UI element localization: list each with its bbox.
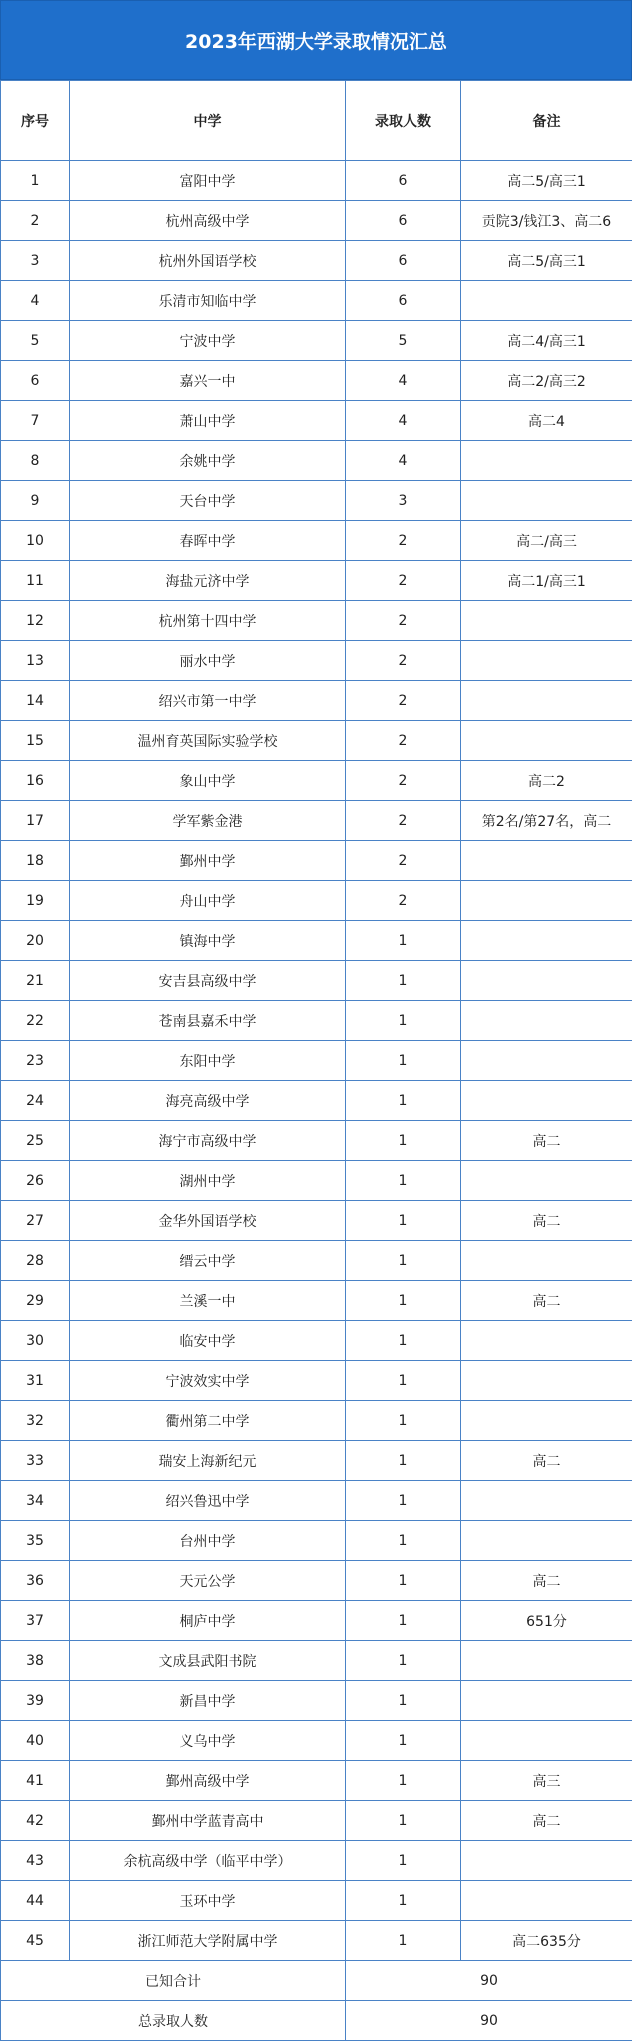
cell-school: 宁波效实中学 [70, 1361, 346, 1401]
cell-school: 缙云中学 [70, 1241, 346, 1281]
cell-note [461, 481, 632, 521]
table-row [1, 561, 632, 601]
header-school: 中学 [70, 81, 346, 161]
cell-count: 4 [346, 361, 461, 401]
cell-count: 1 [346, 1881, 461, 1921]
cell-count: 6 [346, 201, 461, 241]
cell-index: 33 [1, 1441, 70, 1481]
cell-count: 1 [346, 1001, 461, 1041]
cell-count: 2 [346, 601, 461, 641]
table-row [1, 801, 632, 841]
cell-school: 天台中学 [70, 481, 346, 521]
cell-index: 10 [1, 521, 70, 561]
table-row [1, 521, 632, 561]
cell-school: 安吉县高级中学 [70, 961, 346, 1001]
cell-count: 1 [346, 1561, 461, 1601]
footer-total-admitted [1, 2001, 632, 2041]
table-row [1, 921, 632, 961]
cell-note [461, 1521, 632, 1561]
cell-note: 高二5/高三1 [461, 161, 632, 201]
table-row [1, 161, 632, 201]
cell-index: 38 [1, 1641, 70, 1681]
cell-index: 3 [1, 241, 70, 281]
cell-count: 1 [346, 1441, 461, 1481]
cell-index: 36 [1, 1561, 70, 1601]
cell-note [461, 921, 632, 961]
cell-school: 绍兴鲁迅中学 [70, 1481, 346, 1521]
cell-index: 5 [1, 321, 70, 361]
table-row [1, 761, 632, 801]
cell-school: 鄞州中学蓝青高中 [70, 1801, 346, 1841]
table-row [1, 1881, 632, 1921]
cell-note [461, 961, 632, 1001]
cell-count: 2 [346, 561, 461, 601]
header-row [1, 81, 632, 161]
cell-index: 7 [1, 401, 70, 441]
cell-school: 东阳中学 [70, 1041, 346, 1081]
cell-index: 9 [1, 481, 70, 521]
cell-index: 13 [1, 641, 70, 681]
table-row [1, 1321, 632, 1361]
cell-count: 2 [346, 681, 461, 721]
cell-school: 余姚中学 [70, 441, 346, 481]
cell-school: 苍南县嘉禾中学 [70, 1001, 346, 1041]
cell-note: 高二/高三 [461, 521, 632, 561]
cell-note [461, 1321, 632, 1361]
cell-school: 海盐元济中学 [70, 561, 346, 601]
table-row [1, 1401, 632, 1441]
cell-note: 651分 [461, 1601, 632, 1641]
cell-school: 湖州中学 [70, 1161, 346, 1201]
cell-note [461, 841, 632, 881]
table-body [1, 161, 632, 1961]
cell-index: 22 [1, 1001, 70, 1041]
cell-index: 25 [1, 1121, 70, 1161]
cell-school: 宁波中学 [70, 321, 346, 361]
cell-count: 6 [346, 281, 461, 321]
table-row [1, 1201, 632, 1241]
cell-index: 26 [1, 1161, 70, 1201]
table-row [1, 1361, 632, 1401]
table-row [1, 1721, 632, 1761]
cell-school: 春晖中学 [70, 521, 346, 561]
table-row [1, 1641, 632, 1681]
table-row [1, 841, 632, 881]
cell-school: 镇海中学 [70, 921, 346, 961]
header-count: 录取人数 [346, 81, 461, 161]
table-row [1, 721, 632, 761]
table-row [1, 321, 632, 361]
cell-school: 衢州第二中学 [70, 1401, 346, 1441]
cell-note [461, 1641, 632, 1681]
cell-index: 11 [1, 561, 70, 601]
cell-index: 39 [1, 1681, 70, 1721]
cell-school: 杭州第十四中学 [70, 601, 346, 641]
cell-count: 1 [346, 1121, 461, 1161]
cell-count: 1 [346, 961, 461, 1001]
cell-note [461, 281, 632, 321]
cell-note [461, 1241, 632, 1281]
cell-school: 浙江师范大学附属中学 [70, 1921, 346, 1961]
cell-school: 桐庐中学 [70, 1601, 346, 1641]
cell-count: 1 [346, 1921, 461, 1961]
table-row [1, 1481, 632, 1521]
cell-note: 高二 [461, 1201, 632, 1241]
table-row [1, 1441, 632, 1481]
cell-note [461, 1881, 632, 1921]
cell-school: 萧山中学 [70, 401, 346, 441]
cell-count: 1 [346, 1801, 461, 1841]
cell-note [461, 1081, 632, 1121]
cell-index: 18 [1, 841, 70, 881]
cell-school: 温州育英国际实验学校 [70, 721, 346, 761]
cell-count: 2 [346, 521, 461, 561]
cell-school: 丽水中学 [70, 641, 346, 681]
cell-school: 海宁市高级中学 [70, 1121, 346, 1161]
cell-count: 1 [346, 1521, 461, 1561]
cell-count: 4 [346, 401, 461, 441]
cell-index: 14 [1, 681, 70, 721]
cell-index: 20 [1, 921, 70, 961]
cell-note [461, 441, 632, 481]
cell-index: 12 [1, 601, 70, 641]
cell-count: 1 [346, 1641, 461, 1681]
cell-index: 19 [1, 881, 70, 921]
cell-note [461, 721, 632, 761]
cell-note [461, 1001, 632, 1041]
cell-count: 1 [346, 1201, 461, 1241]
cell-index: 37 [1, 1601, 70, 1641]
cell-count: 6 [346, 241, 461, 281]
cell-school: 学军紫金港 [70, 801, 346, 841]
table-row [1, 1521, 632, 1561]
cell-index: 24 [1, 1081, 70, 1121]
cell-index: 43 [1, 1841, 70, 1881]
cell-count: 1 [346, 1841, 461, 1881]
cell-note [461, 1401, 632, 1441]
table-row [1, 1601, 632, 1641]
table-row [1, 281, 632, 321]
cell-index: 2 [1, 201, 70, 241]
cell-index: 44 [1, 1881, 70, 1921]
cell-count: 1 [346, 1041, 461, 1081]
table-row [1, 201, 632, 241]
cell-note: 贡院3/钱江3、高二6 [461, 201, 632, 241]
table-row [1, 1161, 632, 1201]
cell-index: 41 [1, 1761, 70, 1801]
cell-school: 文成县武阳书院 [70, 1641, 346, 1681]
cell-count: 1 [346, 921, 461, 961]
cell-school: 台州中学 [70, 1521, 346, 1561]
cell-note [461, 641, 632, 681]
cell-index: 16 [1, 761, 70, 801]
cell-count: 1 [346, 1401, 461, 1441]
cell-note [461, 1481, 632, 1521]
cell-index: 8 [1, 441, 70, 481]
cell-index: 31 [1, 1361, 70, 1401]
cell-count: 2 [346, 761, 461, 801]
cell-school: 义乌中学 [70, 1721, 346, 1761]
table-row [1, 881, 632, 921]
cell-count: 1 [346, 1721, 461, 1761]
table-row [1, 1801, 632, 1841]
cell-note: 高二2/高三2 [461, 361, 632, 401]
cell-count: 1 [346, 1601, 461, 1641]
table-row [1, 1121, 632, 1161]
cell-index: 30 [1, 1321, 70, 1361]
table-row [1, 1681, 632, 1721]
cell-school: 舟山中学 [70, 881, 346, 921]
cell-note [461, 681, 632, 721]
cell-count: 4 [346, 441, 461, 481]
table-row [1, 1921, 632, 1961]
cell-school: 乐清市知临中学 [70, 281, 346, 321]
table-row [1, 1841, 632, 1881]
cell-school: 鄞州高级中学 [70, 1761, 346, 1801]
cell-count: 6 [346, 161, 461, 201]
table-row [1, 401, 632, 441]
cell-index: 32 [1, 1401, 70, 1441]
cell-school: 海亮高级中学 [70, 1081, 346, 1121]
table-row [1, 1561, 632, 1601]
cell-count: 1 [346, 1281, 461, 1321]
cell-count: 1 [346, 1681, 461, 1721]
cell-count: 2 [346, 801, 461, 841]
cell-note [461, 1841, 632, 1881]
cell-note [461, 881, 632, 921]
cell-note [461, 1721, 632, 1761]
cell-index: 4 [1, 281, 70, 321]
table-row [1, 1241, 632, 1281]
cell-note: 高二4/高三1 [461, 321, 632, 361]
cell-index: 34 [1, 1481, 70, 1521]
admission-table [0, 80, 632, 2041]
footer-value: 90 [346, 1961, 632, 2001]
table-row [1, 681, 632, 721]
cell-school: 新昌中学 [70, 1681, 346, 1721]
table-row [1, 601, 632, 641]
cell-count: 1 [346, 1081, 461, 1121]
cell-index: 40 [1, 1721, 70, 1761]
cell-school: 杭州高级中学 [70, 201, 346, 241]
cell-count: 3 [346, 481, 461, 521]
header-index: 序号 [1, 81, 70, 161]
cell-note: 高二 [461, 1121, 632, 1161]
cell-index: 35 [1, 1521, 70, 1561]
cell-count: 1 [346, 1241, 461, 1281]
table-row [1, 241, 632, 281]
cell-school: 嘉兴一中 [70, 361, 346, 401]
cell-school: 临安中学 [70, 1321, 346, 1361]
footer-value: 90 [346, 2001, 632, 2041]
cell-school: 富阳中学 [70, 161, 346, 201]
cell-count: 2 [346, 641, 461, 681]
table-row [1, 1281, 632, 1321]
cell-note [461, 601, 632, 641]
cell-note [461, 1161, 632, 1201]
footer-label: 已知合计 [1, 1961, 346, 2001]
cell-note: 高二 [461, 1561, 632, 1601]
cell-note: 高三 [461, 1761, 632, 1801]
cell-count: 1 [346, 1761, 461, 1801]
table-row [1, 361, 632, 401]
table-row [1, 961, 632, 1001]
cell-school: 兰溪一中 [70, 1281, 346, 1321]
cell-note [461, 1681, 632, 1721]
cell-school: 绍兴市第一中学 [70, 681, 346, 721]
cell-school: 天元公学 [70, 1561, 346, 1601]
cell-note: 高二5/高三1 [461, 241, 632, 281]
table-row [1, 641, 632, 681]
cell-note: 高二 [461, 1801, 632, 1841]
table-row [1, 441, 632, 481]
header-note: 备注 [461, 81, 632, 161]
cell-note: 高二2 [461, 761, 632, 801]
cell-note: 高二635分 [461, 1921, 632, 1961]
cell-count: 2 [346, 721, 461, 761]
cell-note: 第2名/第27名，高二 [461, 801, 632, 841]
cell-index: 17 [1, 801, 70, 841]
cell-index: 29 [1, 1281, 70, 1321]
cell-index: 23 [1, 1041, 70, 1081]
table-row [1, 1081, 632, 1121]
cell-note: 高二1/高三1 [461, 561, 632, 601]
table-row [1, 1001, 632, 1041]
cell-index: 15 [1, 721, 70, 761]
cell-school: 杭州外国语学校 [70, 241, 346, 281]
cell-school: 象山中学 [70, 761, 346, 801]
cell-index: 1 [1, 161, 70, 201]
cell-count: 1 [346, 1161, 461, 1201]
cell-school: 玉环中学 [70, 1881, 346, 1921]
cell-note: 高二 [461, 1441, 632, 1481]
cell-count: 1 [346, 1361, 461, 1401]
sheet-title: 2023年西湖大学录取情况汇总 [0, 0, 632, 80]
cell-note [461, 1041, 632, 1081]
cell-school: 余杭高级中学（临平中学） [70, 1841, 346, 1881]
cell-school: 瑞安上海新纪元 [70, 1441, 346, 1481]
table-row [1, 1041, 632, 1081]
cell-school: 金华外国语学校 [70, 1201, 346, 1241]
cell-index: 45 [1, 1921, 70, 1961]
cell-count: 2 [346, 881, 461, 921]
cell-count: 1 [346, 1321, 461, 1361]
cell-index: 42 [1, 1801, 70, 1841]
table-row [1, 481, 632, 521]
footer-label: 总录取人数 [1, 2001, 346, 2041]
cell-note: 高二4 [461, 401, 632, 441]
cell-index: 6 [1, 361, 70, 401]
cell-count: 2 [346, 841, 461, 881]
cell-count: 1 [346, 1481, 461, 1521]
table-row [1, 1761, 632, 1801]
cell-note [461, 1361, 632, 1401]
cell-school: 鄞州中学 [70, 841, 346, 881]
cell-index: 27 [1, 1201, 70, 1241]
footer-known-total [1, 1961, 632, 2001]
cell-index: 21 [1, 961, 70, 1001]
cell-note: 高二 [461, 1281, 632, 1321]
cell-index: 28 [1, 1241, 70, 1281]
cell-count: 5 [346, 321, 461, 361]
